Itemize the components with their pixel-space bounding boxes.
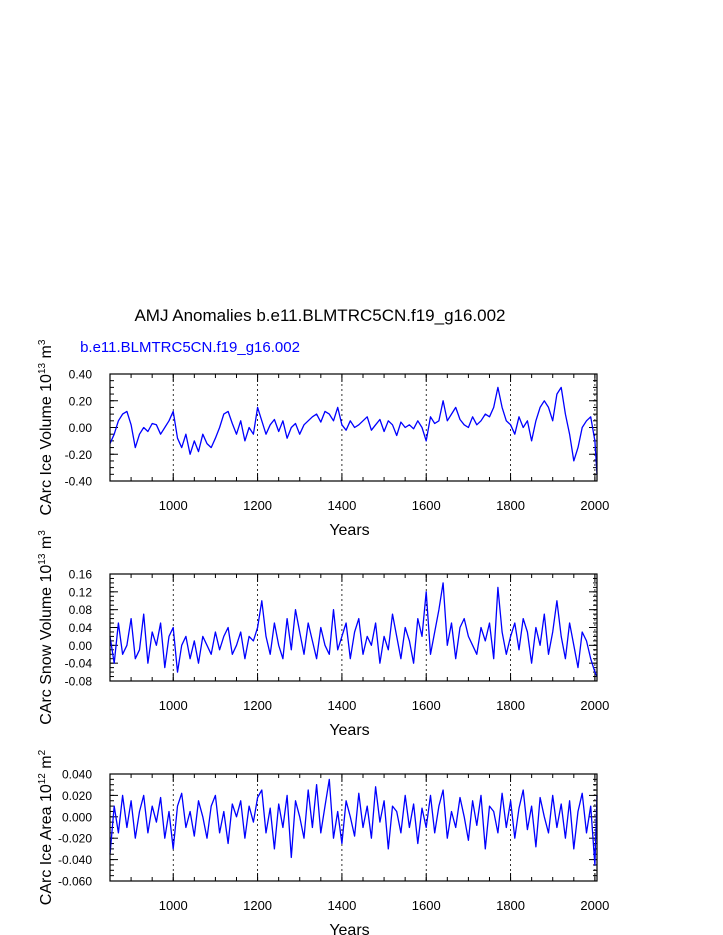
chart-panel-3	[37, 749, 609, 935]
y-tick-label: -0.40	[64, 474, 92, 489]
y-tick-label: -0.20	[64, 447, 92, 462]
x-tick-label: 1800	[496, 498, 526, 513]
x-tick-label: 1600	[411, 898, 441, 913]
x-tick-label: 1600	[411, 698, 441, 713]
y-tick-label: -0.040	[57, 853, 92, 868]
y-tick-label: 0.020	[61, 788, 92, 803]
x-tick-label: 1800	[496, 898, 526, 913]
y-tick-label: 0.00	[68, 421, 92, 435]
y-tick-label: -0.060	[57, 874, 92, 889]
x-tick-label: 1000	[158, 498, 188, 513]
y-axis-label: CArc Snow Volume $10^{13}$ $m^3$	[37, 530, 55, 725]
legend-label: b.e11.BLMTRC5CN.f19_g16.002	[80, 339, 300, 356]
y-tick-label: 0.040	[61, 767, 92, 782]
y-axis-label: CArc Ice Volume $10^{13}$ $m^3$	[37, 339, 55, 516]
y-tick-label: 0.08	[68, 603, 92, 618]
y-tick-label: 0.20	[68, 394, 92, 409]
x-tick-label: 1200	[243, 898, 273, 913]
y-tick-label: 0.40	[68, 367, 92, 382]
x-tick-label: 1000	[158, 698, 188, 713]
y-tick-label: 0.04	[68, 621, 92, 635]
x-axis-label: Years	[329, 722, 370, 739]
x-tick-label: 1400	[327, 698, 357, 713]
x-axis-label: Years	[329, 922, 370, 935]
x-tick-label: 1600	[411, 498, 441, 513]
y-tick-label: -0.08	[64, 674, 92, 689]
y-tick-label: 0.00	[68, 638, 92, 653]
y-tick-label: -0.04	[64, 656, 92, 671]
y-tick-label: 0.000	[61, 810, 92, 825]
x-tick-label: 1000	[158, 898, 188, 913]
x-axis-label: Years	[329, 522, 370, 539]
x-tick-label: 2000	[580, 498, 610, 513]
figure-title: AMJ Anomalies b.e11.BLMTRC5CN.f19_g16.002	[134, 306, 506, 325]
y-tick-label: 0.16	[68, 567, 92, 582]
chart-panel-2	[37, 530, 609, 739]
series-line-1	[110, 583, 597, 677]
x-tick-label: 2000	[580, 698, 610, 713]
x-tick-label: 2000	[580, 898, 610, 913]
chart-panel-1	[37, 339, 609, 539]
series-line-1	[110, 387, 597, 474]
y-axis-label: CArc Ice Area $10^{12}$ $m^2$	[37, 749, 55, 906]
x-tick-label: 1200	[243, 498, 273, 513]
x-tick-label: 1400	[327, 898, 357, 913]
x-tick-label: 1400	[327, 498, 357, 513]
series-line-1	[110, 779, 597, 865]
plot-frame	[110, 574, 597, 681]
y-tick-label: 0.12	[68, 585, 92, 600]
plot-frame	[110, 774, 597, 881]
x-tick-label: 1800	[496, 698, 526, 713]
panels	[37, 339, 609, 935]
y-tick-label: -0.020	[57, 831, 92, 846]
x-tick-label: 1200	[243, 698, 273, 713]
